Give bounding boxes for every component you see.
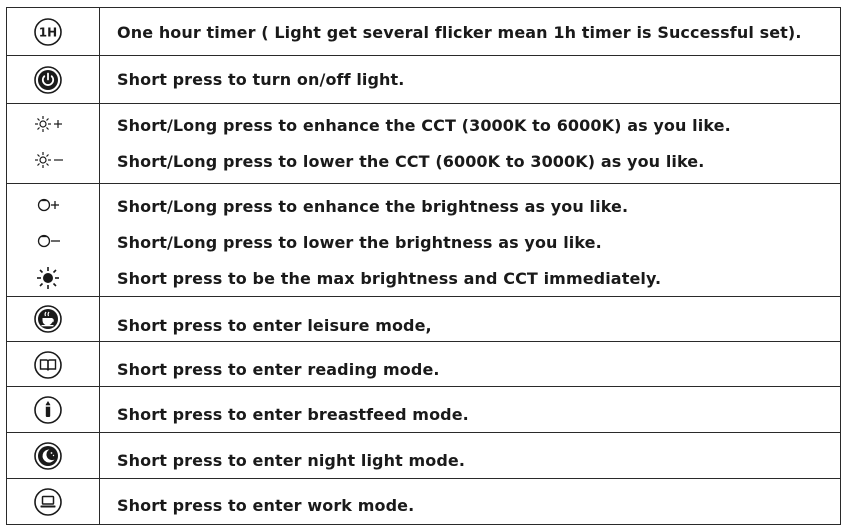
reading-mode-icon bbox=[33, 350, 63, 380]
column-divider bbox=[99, 8, 100, 524]
breastfeed-mode-icon bbox=[33, 395, 63, 425]
row-text: Short/Long press to enhance the CCT (3000K to 6000K) as you like. bbox=[117, 116, 731, 135]
row-text: Short press to enter leisure mode, bbox=[117, 316, 432, 335]
row-text: Short press to enter reading mode. bbox=[117, 360, 440, 379]
row-divider bbox=[7, 55, 840, 56]
row-text: Short/Long press to enhance the brightness as you like. bbox=[117, 197, 629, 216]
sun-plus-icon bbox=[35, 115, 67, 133]
work-mode-icon bbox=[33, 487, 63, 517]
row-text: Short/Long press to lower the CCT (6000K to 3000K) as you like. bbox=[117, 152, 705, 171]
row-divider bbox=[7, 296, 840, 297]
row-divider bbox=[7, 432, 840, 433]
row-text: Short press to enter night light mode. bbox=[117, 451, 466, 470]
sun-minus-icon bbox=[35, 151, 67, 169]
row-divider bbox=[7, 478, 840, 479]
one-hour-timer-icon bbox=[33, 17, 63, 47]
svg-text:1H: 1H bbox=[38, 25, 58, 40]
row-text: One hour timer ( Light get several flicker mean 1h timer is Successful set). bbox=[117, 23, 802, 42]
brightness-minus-icon bbox=[37, 233, 63, 249]
leisure-mode-icon bbox=[33, 304, 63, 334]
row-divider bbox=[7, 386, 840, 387]
row-text: Short/Long press to lower the brightness as you like. bbox=[117, 233, 602, 252]
night-light-mode-icon bbox=[33, 441, 63, 471]
row-text: Short press to be the max brightness and CCT immediately. bbox=[117, 269, 662, 288]
row-text: Short press to enter work mode. bbox=[117, 496, 415, 515]
power-icon bbox=[33, 65, 63, 95]
row-text: Short press to turn on/off light. bbox=[117, 70, 405, 89]
row-divider bbox=[7, 183, 840, 184]
max-brightness-icon bbox=[37, 267, 59, 289]
row-divider bbox=[7, 103, 840, 104]
brightness-plus-icon bbox=[37, 197, 63, 213]
instruction-table bbox=[6, 7, 841, 525]
row-divider bbox=[7, 341, 840, 342]
row-text: Short press to enter breastfeed mode. bbox=[117, 405, 469, 424]
